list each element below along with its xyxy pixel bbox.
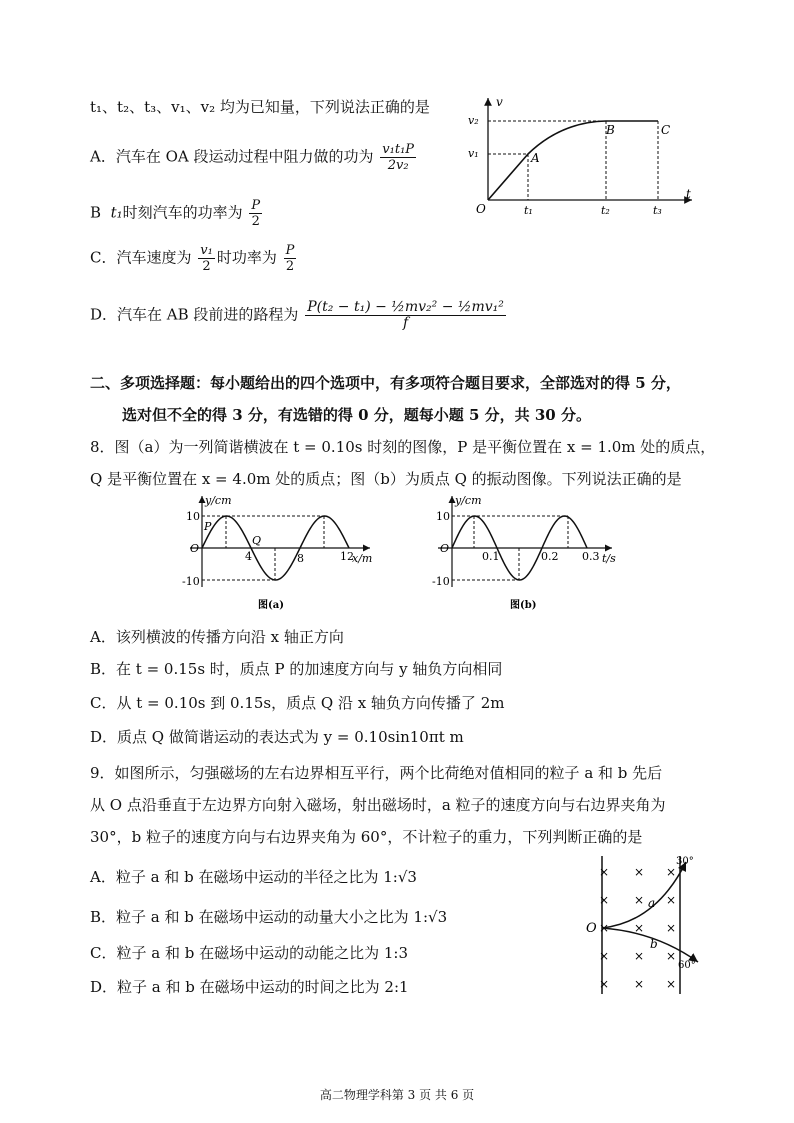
q8-stem-2: Q 是平衡位置在 x = 4.0m 处的质点；图（b）为质点 Q 的振动图像。下列说法正确的是 (90, 470, 682, 488)
numerator: P(t₂ − t₁) − ½mv₂² − ½mv₁² (307, 299, 504, 315)
fraction (380, 142, 416, 173)
field-crosses (599, 865, 676, 991)
q9-option-d: D．粒子 a 和 b 在磁场中运动的时间之比为 2:1 (90, 978, 409, 996)
option-var: t₁ (110, 203, 123, 222)
t3-label: t₃ (653, 204, 662, 217)
numerator: P (285, 243, 295, 258)
cross-icon: × (599, 949, 610, 963)
t-axis-label: t (686, 187, 691, 201)
tick-8: 8 (297, 552, 304, 565)
numerator: P (251, 198, 261, 213)
cross-icon: × (666, 921, 677, 935)
caption-a: 图(a) (258, 600, 284, 611)
option-text: 时刻汽车的功率为 (122, 203, 243, 222)
q8-option-d: D．质点 Q 做简谐运动的表达式为 y = 0.10sin10πt m (90, 728, 464, 746)
fraction (198, 243, 215, 274)
option-text: 时功率为 (216, 248, 277, 267)
t2-label: t₂ (601, 204, 610, 217)
q7-option-a (90, 142, 418, 173)
particle-b-label: b (650, 937, 658, 951)
vt-curve (488, 121, 658, 200)
x-axis-label: x/m (352, 552, 373, 565)
fraction (249, 198, 262, 229)
numerator: v₁t₁P (382, 142, 415, 157)
q8-option-b: B．在 t = 0.15s 时，质点 P 的加速度方向与 y 轴负方向相同 (90, 660, 503, 678)
cross-icon: × (634, 865, 645, 879)
denominator: f (402, 315, 409, 331)
cross-icon: × (666, 893, 677, 907)
q7-vt-graph (466, 92, 702, 220)
origin-label: O (440, 542, 450, 555)
tick-4: 4 (245, 550, 252, 563)
section2-heading-cont: 选对但不全的得 3 分，有选错的得 0 分，题每小题 5 分，共 30 分。 (122, 406, 591, 424)
q9-stem-2: 从 O 点沿垂直于左边界方向射入磁场，射出磁场时，a 粒子的速度方向与右边界夹角为 (90, 796, 666, 814)
tick-0-3: 0.3 (582, 550, 600, 563)
origin-label: O (190, 542, 200, 555)
cross-icon: × (599, 865, 610, 879)
q8-stem-1: 8．图（a）为一列简谐横波在 t = 0.10s 时刻的图像，P 是平衡位置在 x = 1.0m 处的质点， (90, 438, 716, 456)
cross-icon: × (666, 949, 677, 963)
q8-option-a: A．该列横波的传播方向沿 x 轴正方向 (90, 628, 344, 646)
tick-0-1: 0.1 (482, 550, 500, 563)
t-axis-label: t/s (602, 552, 616, 565)
y-axis-label: y/cm (455, 494, 482, 507)
origin-o-label: O (586, 921, 597, 936)
q9-stem-1: 9．如图所示，匀强磁场的左右边界相互平行，两个比荷绝对值相同的粒子 a 和 b 先后 (90, 764, 663, 782)
point-p-label: P (204, 520, 212, 533)
cross-icon: × (634, 977, 645, 991)
cross-icon: × (599, 893, 610, 907)
y-top-label: 10 (186, 510, 200, 523)
y-top-label: 10 (436, 510, 450, 523)
option-text: 汽车在 OA 段运动过程中阻力做的功为 (115, 147, 374, 166)
cross-icon: × (666, 977, 677, 991)
caption-b: 图(b) (510, 600, 537, 611)
denominator: 2 (202, 259, 211, 274)
cross-icon: × (599, 977, 610, 991)
tick-0-2: 0.2 (541, 550, 559, 563)
v1-label: v₁ (468, 147, 479, 160)
q9-option-c: C．粒子 a 和 b 在磁场中运动的动能之比为 1:3 (90, 944, 409, 962)
tick-12: 12 (340, 550, 354, 563)
q8-figure-b (418, 492, 618, 614)
option-text: 汽车在 AB 段前进的路程为 (117, 305, 299, 324)
cross-icon: × (634, 921, 645, 935)
angle-60-label: 60° (678, 960, 696, 971)
denominator: 2 (251, 214, 260, 229)
denominator: 2 (285, 259, 295, 274)
point-b-label: B (606, 123, 615, 137)
numerator: v₁ (200, 243, 213, 258)
cross-icon: × (599, 921, 610, 935)
cross-icon: × (666, 865, 677, 879)
cross-icon: × (634, 893, 645, 907)
q9-option-a: A．粒子 a 和 b 在磁场中运动的半径之比为 1:√3 (90, 868, 417, 886)
y-bot-label: -10 (432, 575, 450, 588)
option-label: A． (90, 147, 116, 166)
cross-icon: × (634, 949, 645, 963)
point-c-label: C (661, 123, 671, 137)
option-label: D． (90, 305, 118, 324)
section2-heading: 二、多项选择题：每小题给出的四个选项中，有多项符合题目要求，全部选对的得 5 分， (90, 374, 681, 392)
point-a-label: A (531, 151, 540, 165)
q8-option-c: C．从 t = 0.10s 到 0.15s，质点 Q 沿 x 轴负方向传播了 2m (90, 694, 505, 712)
option-text: 汽车速度为 (116, 248, 192, 267)
denominator: 2v₂ (387, 158, 409, 173)
y-axis-label: y/cm (205, 494, 232, 507)
option-label: B (90, 203, 102, 222)
particle-a-label: a (648, 896, 656, 910)
y-bot-label: -10 (182, 575, 200, 588)
page-footer: 高二物理学科第 3 页 共 6 页 (319, 1088, 475, 1102)
v2-label: v₂ (468, 114, 479, 127)
q9-stem-3: 30°，b 粒子的速度方向与右边界夹角为 60°，不计粒子的重力，下列判断正确的是 (90, 828, 643, 846)
origin-label: O (476, 202, 486, 216)
q7-stem: t₁、t₂、t₃、v₁、v₂ 均为已知量，下列说法正确的是 (90, 98, 430, 116)
point-q-label: Q (252, 534, 262, 547)
v-axis-label: v (496, 95, 503, 109)
q9-option-b: B．粒子 a 和 b 在磁场中运动的动量大小之比为 1:√3 (90, 908, 448, 926)
t1-label: t₁ (524, 204, 533, 217)
fraction (305, 300, 506, 331)
fraction (284, 243, 297, 274)
q7-option-c (90, 243, 298, 274)
q7-option-d (90, 300, 508, 331)
angle-30-label: 30° (676, 856, 694, 867)
q7-option-b (90, 198, 264, 229)
q8-figure-a (180, 492, 380, 614)
option-label: C． (90, 248, 117, 267)
q9-field-figure (586, 852, 712, 998)
